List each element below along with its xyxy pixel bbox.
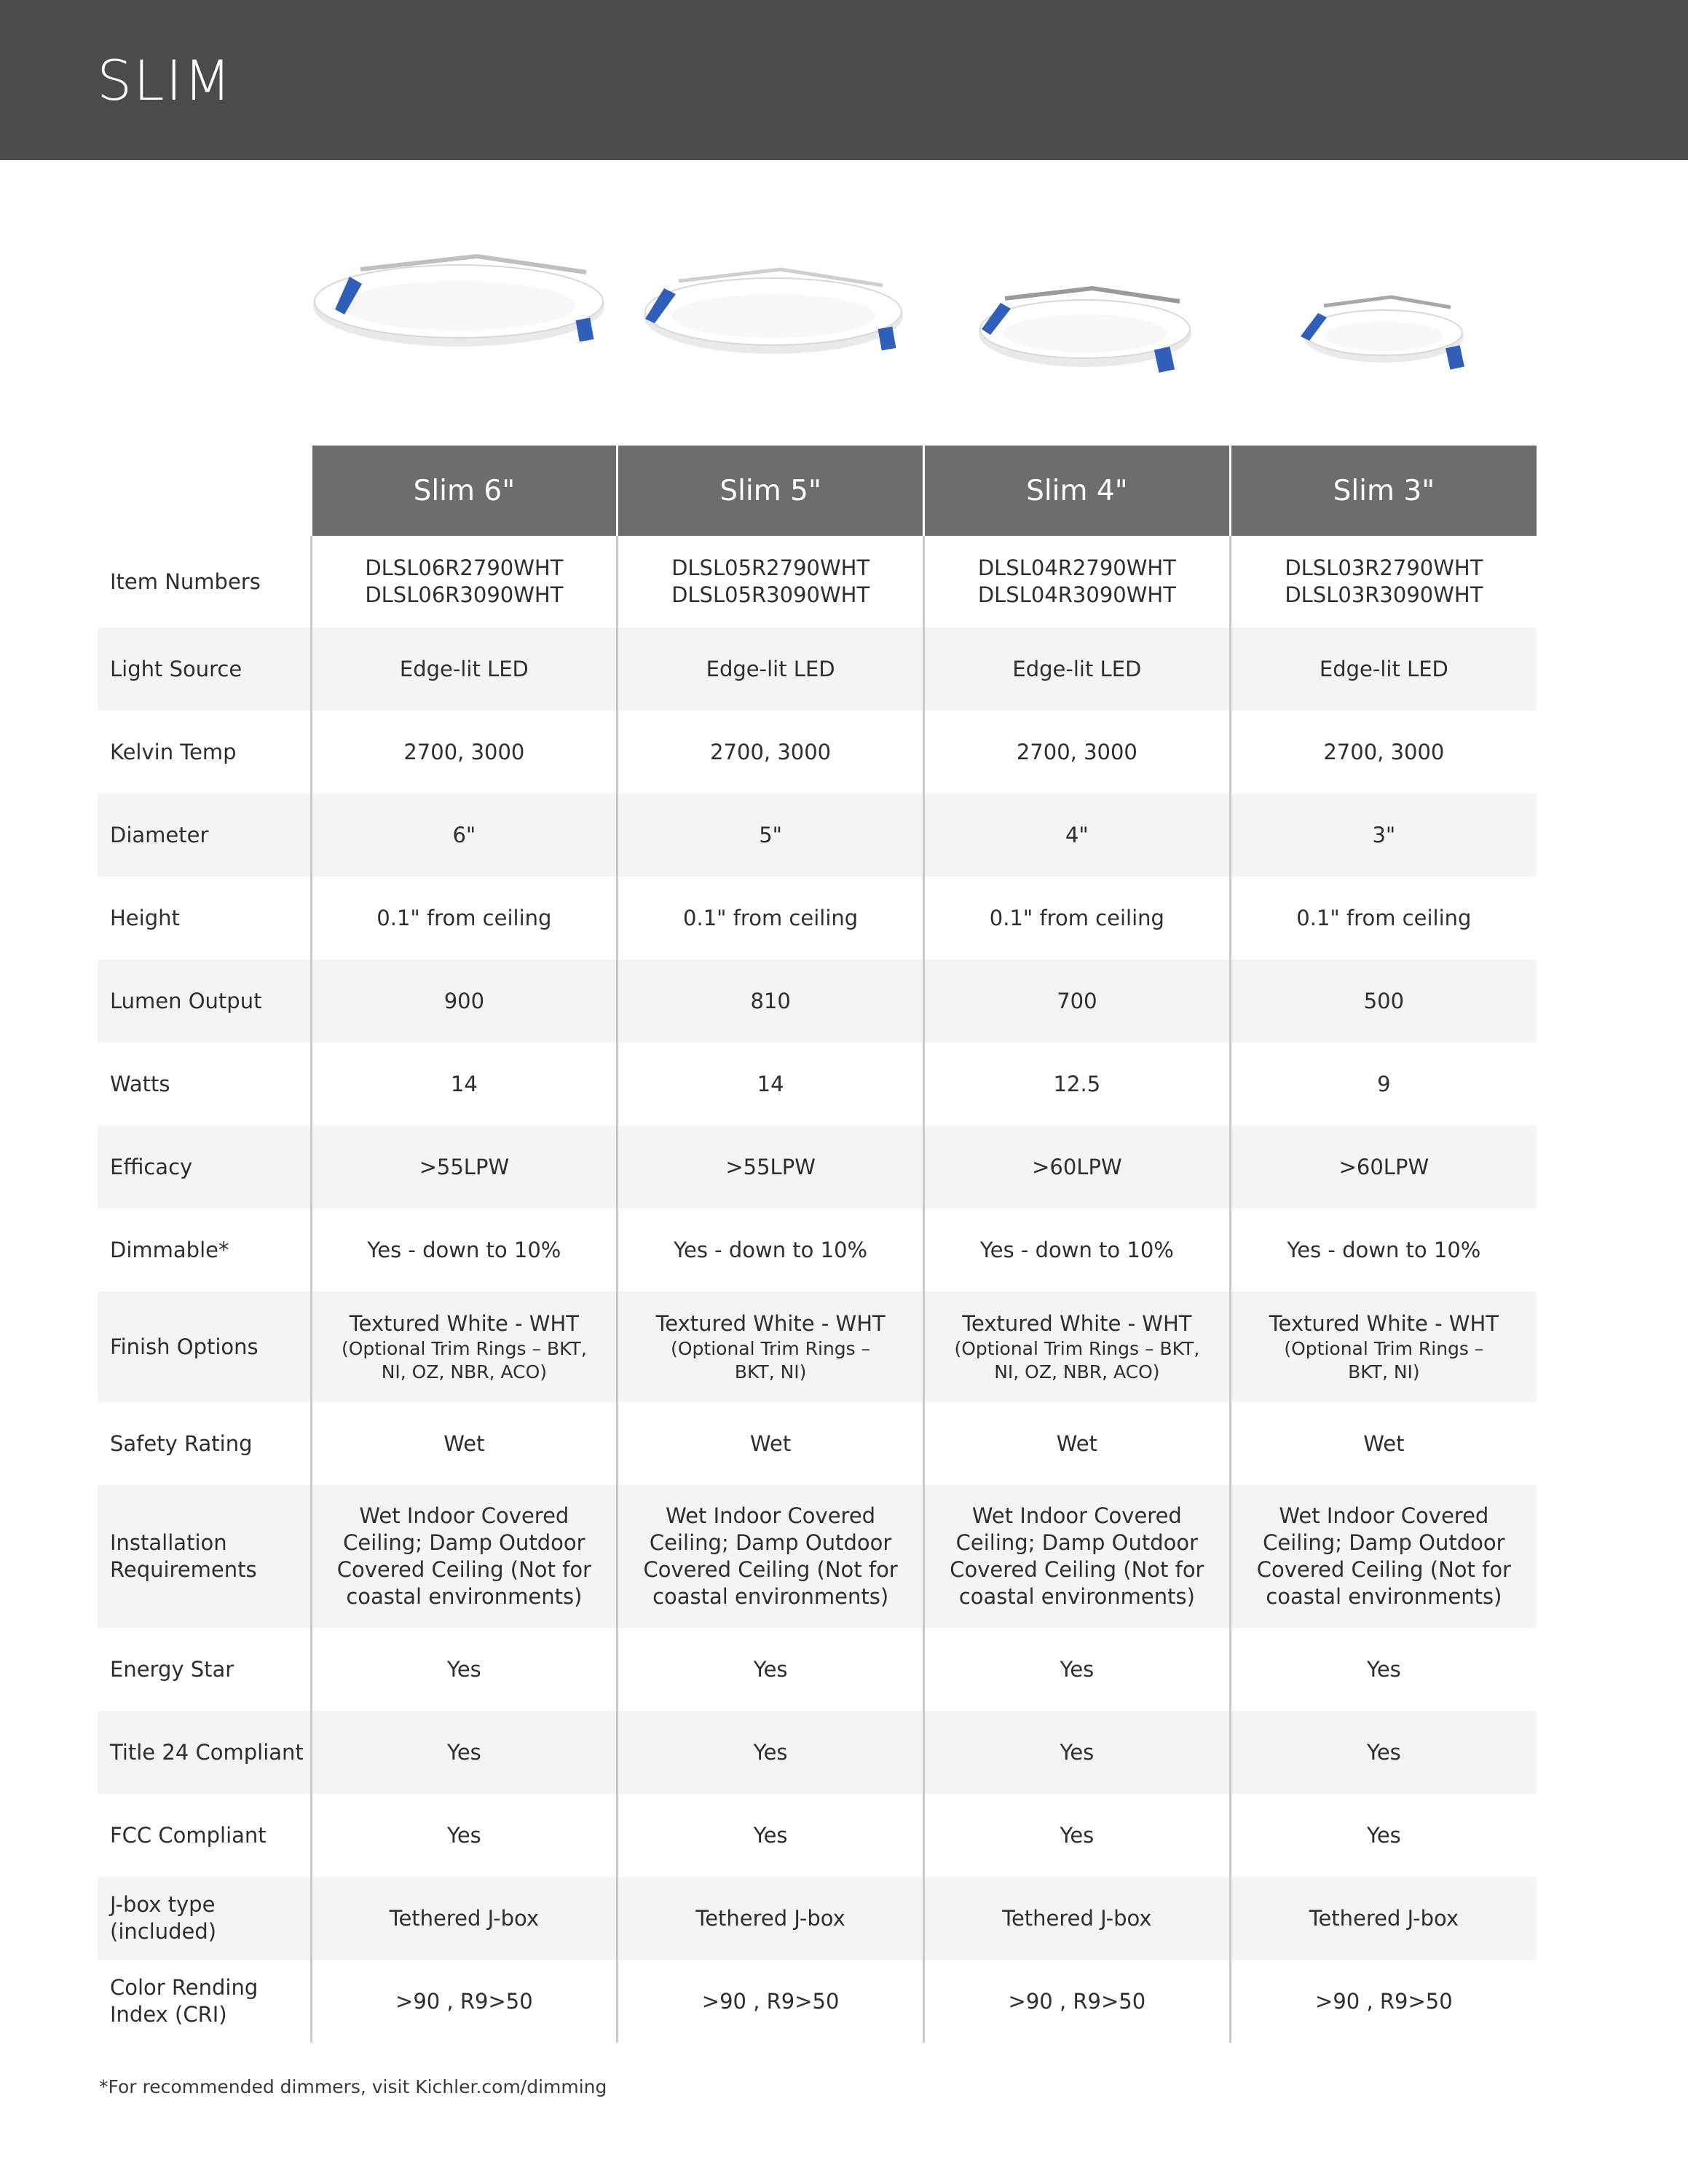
cell-diameter [924,794,1231,877]
cell-installation-requirements [311,1485,618,1628]
cell-text: >60LPW [1032,1154,1122,1179]
row-label-line: Lumen Output [110,988,262,1013]
cell-subtext: (Optional Trim Rings – BKT, [341,1337,587,1359]
cell-text: >55LPW [419,1154,510,1179]
cell-energy-star [1230,1628,1537,1711]
cell-dimmable [1230,1208,1537,1291]
cell-installation-requirements [924,1485,1231,1628]
cell-efficacy [618,1125,924,1208]
cell-text: >90 , R9>50 [1008,1988,1146,2014]
page-title: SLIM [97,48,233,113]
cell-text: Yes [1060,1656,1095,1682]
cell-energy-star [924,1628,1231,1711]
cell-text: Tethered J-box [1002,1905,1152,1931]
footnote: *For recommended dimmers, visit Kichler.com/dimming [99,2076,607,2097]
cell-text: Yes [753,1656,788,1682]
cell-text: 2700, 3000 [403,739,525,764]
cell-watts [1230,1042,1537,1125]
cell-energy-star [618,1628,924,1711]
cell-text: Yes [446,1656,481,1682]
cell-text: 2700, 3000 [710,739,832,764]
cell-text: Yes [753,1739,788,1765]
cell-text: Wet Indoor Covered [971,1503,1182,1528]
table-corner [98,446,311,536]
cell-safety-rating [924,1402,1231,1485]
row-label-kelvin-temp [98,711,311,794]
cell-text: Wet Indoor Covered [666,1503,876,1528]
cell-dimmable [311,1208,618,1291]
cell-text: DLSL04R2790WHT [977,555,1176,580]
row-label-installation-requirements [98,1485,311,1628]
cell-efficacy [924,1125,1231,1208]
cell-kelvin-temp [311,711,618,794]
row-label-height [98,877,311,960]
cell-light-source [311,628,618,711]
cell-text: 14 [450,1071,478,1096]
cell-item-numbers [618,536,924,628]
column-header: Slim 6" [311,446,618,536]
row-label-line: Dimmable* [110,1237,229,1262]
cell-efficacy [1230,1125,1537,1208]
cell-watts [618,1042,924,1125]
cell-subtext: (Optional Trim Rings – [671,1337,871,1359]
row-label-line: Height [110,905,180,930]
cell-text: Textured White - WHT [349,1310,579,1336]
cell-text: 900 [443,988,485,1013]
cell-text: Covered Ceiling (Not for [643,1557,898,1582]
cell-lumen-output [924,960,1231,1042]
cell-text: Textured White - WHT [962,1310,1192,1336]
cell-text: >90 , R9>50 [1315,1988,1453,2014]
row-label-light-source [98,628,311,711]
row-label-safety-rating [98,1402,311,1485]
column-header: Slim 3" [1230,446,1537,536]
cell-color-rendering-index [311,1960,618,2043]
cell-text: Yes [446,1822,481,1848]
cell-light-source [618,628,924,711]
cell-kelvin-temp [1230,711,1537,794]
table-row-finish-options [98,1291,1537,1402]
cell-color-rendering-index [618,1960,924,2043]
table-row-energy-star [98,1628,1537,1711]
cell-fcc-compliant [1230,1794,1537,1877]
slim-4-downlight-icon [969,277,1202,386]
row-label-line: J-box type [110,1892,216,1917]
cell-text: 500 [1363,988,1405,1013]
cell-finish-options [1230,1291,1537,1402]
cell-text: Covered Ceiling (Not for [950,1557,1204,1582]
slim-5-downlight-icon [635,256,912,373]
row-label-line: Index (CRI) [110,2002,227,2027]
cell-text: DLSL05R3090WHT [671,582,870,607]
cell-subtext: NI, OZ, NBR, ACO) [994,1361,1160,1382]
cell-text: 12.5 [1053,1071,1101,1096]
cell-text: Yes [1060,1822,1095,1848]
cell-lumen-output [618,960,924,1042]
cell-text: 9 [1377,1071,1391,1096]
cell-text: 0.1" from ceiling [683,905,859,930]
cell-text: Wet Indoor Covered [359,1503,569,1528]
cell-title-24-compliant [311,1711,618,1794]
cell-fcc-compliant [924,1794,1231,1877]
cell-text: Edge-lit LED [399,656,529,681]
cell-text: DLSL04R3090WHT [977,582,1176,607]
row-label-finish-options [98,1291,311,1402]
row-label-line: Finish Options [110,1334,259,1359]
cell-fcc-compliant [311,1794,618,1877]
cell-text: Edge-lit LED [1012,656,1142,681]
table-row-safety-rating [98,1402,1537,1485]
cell-text: >60LPW [1338,1154,1429,1179]
row-label-color-rendering-index [98,1960,311,2043]
row-label-efficacy [98,1125,311,1208]
cell-text: Yes [1366,1739,1401,1765]
cell-text: 5" [759,822,783,847]
cell-diameter [618,794,924,877]
row-label-line: Title 24 Compliant [110,1739,304,1765]
row-label-line: Item Numbers [110,569,261,594]
cell-text: 14 [757,1071,784,1096]
row-label-item-numbers [98,536,311,628]
cell-efficacy [311,1125,618,1208]
cell-text: Ceiling; Damp Outdoor [955,1530,1199,1555]
cell-fcc-compliant [618,1794,924,1877]
cell-text: Wet [1363,1431,1405,1456]
table-row-installation-requirements [98,1485,1537,1628]
row-label-line: Light Source [110,656,242,681]
table-row-kelvin-temp [98,711,1537,794]
cell-text: Yes - down to 10% [674,1237,868,1262]
cell-j-box-type [311,1877,618,1960]
cell-text: 3" [1372,822,1396,847]
cell-text: >55LPW [725,1154,816,1179]
spec-comparison-table [98,446,1537,2043]
cell-text: Textured White - WHT [655,1310,886,1336]
row-label-energy-star [98,1628,311,1711]
product-images [0,240,1688,400]
cell-text: coastal environments) [652,1584,889,1609]
cell-text: Yes [1366,1656,1401,1682]
table-row-efficacy [98,1125,1537,1208]
row-label-line: FCC Compliant [110,1822,267,1848]
row-label-lumen-output [98,960,311,1042]
cell-text: Ceiling; Damp Outdoor [343,1530,585,1555]
cell-text: Covered Ceiling (Not for [1256,1557,1511,1582]
cell-finish-options [924,1291,1231,1402]
cell-color-rendering-index [1230,1960,1537,2043]
slim-3-downlight-icon [1282,284,1486,386]
cell-dimmable [924,1208,1231,1291]
cell-item-numbers [924,536,1231,628]
cell-text: Tethered J-box [389,1905,540,1931]
cell-text: 2700, 3000 [1323,739,1445,764]
row-label-diameter [98,794,311,877]
table-header-row [98,446,1537,536]
cell-text: 0.1" from ceiling [376,905,552,930]
cell-kelvin-temp [924,711,1231,794]
cell-text: Yes [1060,1739,1095,1765]
row-label-title-24-compliant [98,1711,311,1794]
cell-watts [924,1042,1231,1125]
row-label-j-box-type [98,1877,311,1960]
cell-text: 4" [1065,822,1089,847]
cell-text: coastal environments) [958,1584,1195,1609]
cell-finish-options [311,1291,618,1402]
cell-light-source [1230,628,1537,711]
cell-safety-rating [618,1402,924,1485]
table-row-fcc-compliant [98,1794,1537,1877]
table-row-height [98,877,1537,960]
cell-height [311,877,618,960]
cell-text: 0.1" from ceiling [989,905,1164,930]
cell-diameter [311,794,618,877]
cell-text: Tethered J-box [1309,1905,1459,1931]
cell-height [618,877,924,960]
cell-watts [311,1042,618,1125]
cell-kelvin-temp [618,711,924,794]
cell-text: Covered Ceiling (Not for [336,1557,591,1582]
table-row-item-numbers [98,536,1537,628]
table-row-j-box-type [98,1877,1537,1960]
cell-text: Yes - down to 10% [979,1237,1174,1262]
cell-energy-star [311,1628,618,1711]
cell-text: 2700, 3000 [1016,739,1137,764]
cell-lumen-output [311,960,618,1042]
cell-text: Yes - down to 10% [367,1237,561,1262]
cell-subtext: BKT, NI) [1348,1361,1420,1382]
cell-j-box-type [1230,1877,1537,1960]
row-label-line: Efficacy [110,1154,193,1179]
row-label-line: Installation [110,1530,227,1555]
cell-light-source [924,628,1231,711]
cell-j-box-type [618,1877,924,1960]
cell-text: DLSL06R3090WHT [365,582,564,607]
cell-text: DLSL03R3090WHT [1285,582,1483,607]
column-header: Slim 4" [924,446,1231,536]
cell-text: Wet Indoor Covered [1279,1503,1489,1528]
cell-text: Yes [753,1822,788,1848]
table-row-diameter [98,794,1537,877]
cell-text: Wet [750,1431,792,1456]
cell-text: >90 , R9>50 [701,1988,840,2014]
row-label-line: Kelvin Temp [110,739,237,764]
cell-subtext: BKT, NI) [734,1361,807,1382]
cell-text: Wet [443,1431,485,1456]
cell-title-24-compliant [1230,1711,1537,1794]
cell-text: DLSL03R2790WHT [1285,555,1483,580]
cell-text: >90 , R9>50 [395,1988,533,2014]
table-body [98,536,1537,2043]
cell-height [1230,877,1537,960]
row-label-line: Diameter [110,822,209,847]
slim-6-downlight-icon [309,240,615,364]
row-label-line: Color Rending [110,1975,259,2000]
cell-item-numbers [1230,536,1537,628]
cell-dimmable [618,1208,924,1291]
cell-safety-rating [1230,1402,1537,1485]
table-row-lumen-output [98,960,1537,1042]
cell-text: 810 [750,988,791,1013]
cell-text: Edge-lit LED [706,656,835,681]
column-header: Slim 5" [618,446,924,536]
page-header [0,0,1688,160]
cell-text: coastal environments) [346,1584,583,1609]
cell-text: 700 [1057,988,1097,1013]
cell-text: 0.1" from ceiling [1296,905,1472,930]
row-label-line: Safety Rating [110,1431,253,1456]
table-row-title-24-compliant [98,1711,1537,1794]
cell-text: Wet [1056,1431,1097,1456]
table-row-color-rendering-index [98,1960,1537,2043]
cell-text: Ceiling; Damp Outdoor [1263,1530,1505,1555]
cell-installation-requirements [618,1485,924,1628]
cell-text: coastal environments) [1266,1584,1502,1609]
cell-text: Tethered J-box [695,1905,845,1931]
cell-text: Edge-lit LED [1319,656,1448,681]
cell-text: Ceiling; Damp Outdoor [649,1530,892,1555]
cell-text: DLSL05R2790WHT [671,555,870,580]
cell-title-24-compliant [924,1711,1231,1794]
cell-item-numbers [311,536,618,628]
cell-installation-requirements [1230,1485,1537,1628]
cell-height [924,877,1231,960]
cell-finish-options [618,1291,924,1402]
row-label-dimmable [98,1208,311,1291]
cell-text: 6" [452,822,476,847]
cell-color-rendering-index [924,1960,1231,2043]
row-label-line: (included) [110,1919,217,1944]
cell-subtext: (Optional Trim Rings – [1284,1337,1484,1359]
cell-j-box-type [924,1877,1231,1960]
cell-subtext: (Optional Trim Rings – BKT, [954,1337,1200,1359]
row-label-line: Requirements [110,1557,257,1582]
cell-text: Textured White - WHT [1269,1310,1499,1336]
table-row-watts [98,1042,1537,1125]
row-label-line: Watts [110,1071,170,1096]
table-row-dimmable [98,1208,1537,1291]
row-label-line: Energy Star [110,1656,234,1682]
cell-text: Yes [446,1739,481,1765]
cell-text: Yes [1366,1822,1401,1848]
cell-title-24-compliant [618,1711,924,1794]
row-label-watts [98,1042,311,1125]
cell-diameter [1230,794,1537,877]
cell-subtext: NI, OZ, NBR, ACO) [381,1361,548,1382]
table-row-light-source [98,628,1537,711]
cell-lumen-output [1230,960,1537,1042]
cell-text: DLSL06R2790WHT [365,555,564,580]
cell-text: Yes - down to 10% [1287,1237,1481,1262]
row-label-fcc-compliant [98,1794,311,1877]
cell-safety-rating [311,1402,618,1485]
